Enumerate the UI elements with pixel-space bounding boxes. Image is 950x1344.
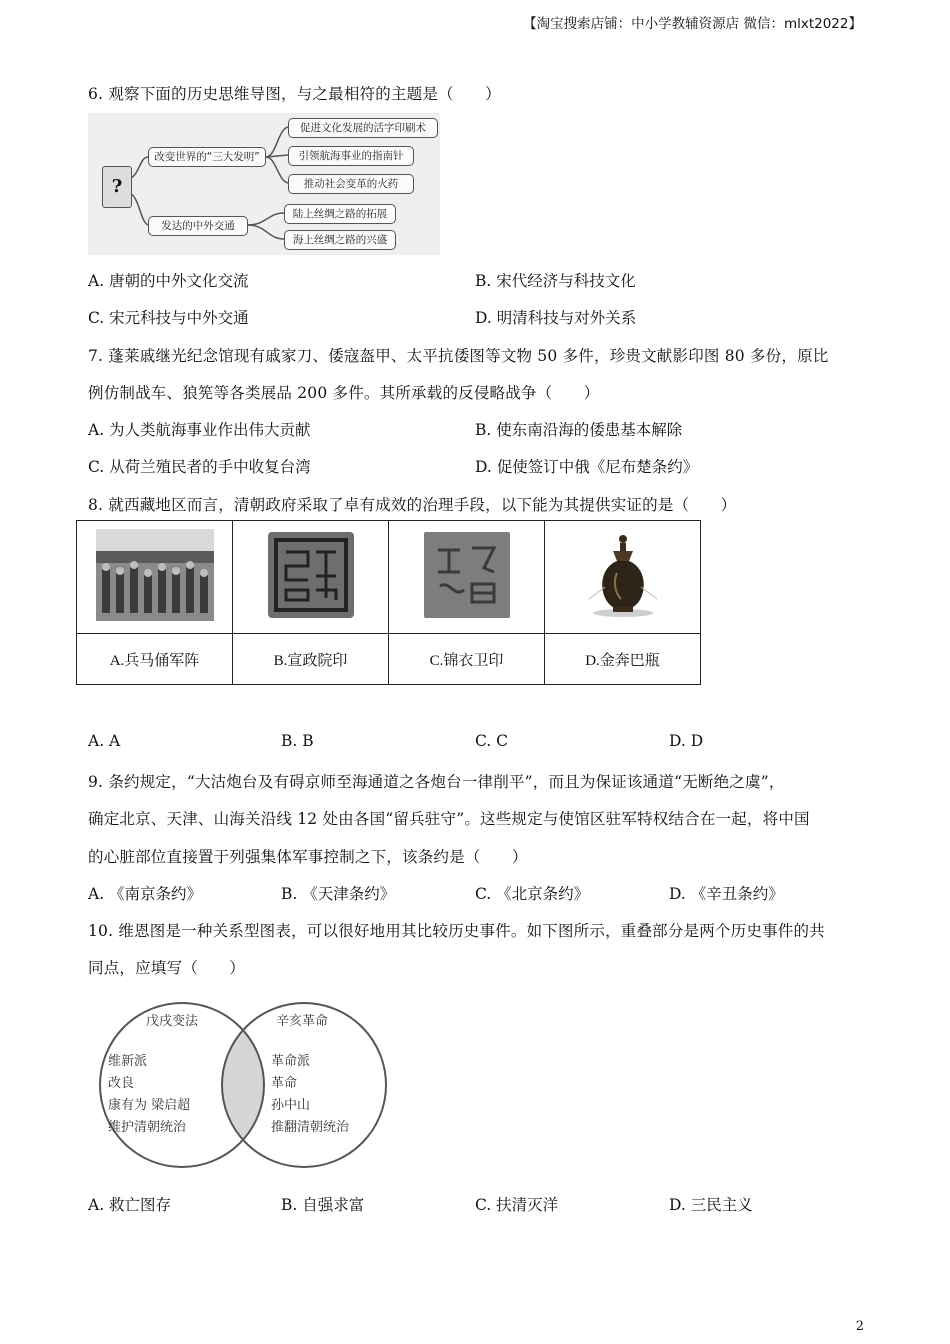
q7-option-b[interactable]: B. 使东南沿海的倭患基本解除 [475,421,683,439]
venn-left-title: 戊戌变法 [146,1014,199,1029]
relic-image-golden-urn [545,521,701,634]
q10-option-c[interactable]: C. 扶清灭洋 [475,1196,559,1214]
mind-map-center: ? [102,166,132,208]
q10-stem-line2: 同点，应填写（ ） [88,959,246,977]
q7-stem-line2: 例仿制战车、狼筅等各类展品 200 多件。其所承载的反侵略战争（ ） [88,384,600,402]
page-header: 【淘宝搜索店铺：中小学教辅资源店 微信：mlxt2022】 [523,16,862,32]
q10-option-a[interactable]: A. 救亡图存 [88,1196,172,1214]
xuanzheng-seal-picture [268,532,354,618]
q10-venn-diagram [98,995,394,1175]
q6-stem: 6. 观察下面的历史思维导图，与之最相符的主题是（ ） [88,85,501,103]
q8-option-d[interactable]: D. D [669,732,704,750]
q8-option-a[interactable]: A. A [88,732,121,750]
q6-option-d[interactable]: D. 明清科技与对外关系 [475,309,637,327]
q8-option-c[interactable]: C. C [475,732,509,750]
venn-right-item: 革命 [271,1076,298,1091]
venn-right-item: 革命派 [271,1054,311,1069]
q6-option-c[interactable]: C. 宋元科技与中外交通 [88,309,249,327]
q7-option-a[interactable]: A. 为人类航海事业作出伟大贡献 [88,421,311,439]
venn-right-item: 推翻清朝统治 [271,1120,350,1135]
venn-left-item: 改良 [108,1076,135,1091]
relic-image-jinyiwei-seal [389,521,545,634]
q9-stem-line1: 9. 条约规定，“大沽炮台及有碍京师至海通道之各炮台一律削平”，而且为保证该通道“无断绝之虞”， [88,773,785,791]
mind-map-branch-inventions: 改变世界的“三大发明” [148,147,266,167]
jinyiwei-seal-picture [424,532,510,618]
venn-circles [98,995,394,1175]
q8-stem: 8. 就西藏地区而言，清朝政府采取了卓有成效的治理手段，以下能为其提供实证的是（ ） [88,496,737,514]
q10-option-b[interactable]: B. 自强求富 [281,1196,365,1214]
venn-right-item: 孙中山 [271,1098,311,1113]
golden-urn-picture [583,529,663,621]
q7-stem-line1: 7. 蓬莱戚继光纪念馆现有戚家刀、倭寇盔甲、太平抗倭图等文物 50 多件，珍贵文献影印图 80 多份，原比 [88,347,829,365]
q6-option-b[interactable]: B. 宋代经济与科技文化 [475,272,636,290]
q10-stem-line1: 10. 维恩图是一种关系型图表，可以很好地用其比较历史事件。如下图所示，重叠部分是两个历史事件的共 [88,922,825,940]
q6-mind-map [88,113,440,255]
mind-map-item-compass: 引领航海事业的指南针 [288,146,414,166]
mind-map-item-sea-silk-road: 海上丝绸之路的兴盛 [284,230,396,250]
q7-option-d[interactable]: D. 促使签订中俄《尼布楚条约》 [475,458,699,476]
mind-map-branch-transport: 发达的中外交通 [148,216,248,236]
mind-map-item-gunpowder: 推动社会变革的火药 [288,174,414,194]
q9-option-c[interactable]: C. 《北京条约》 [475,885,590,903]
relic-label-b: B.宣政院印 [233,634,389,685]
relic-label-a: A.兵马俑军阵 [77,634,233,685]
mind-map-item-land-silk-road: 陆上丝绸之路的拓展 [284,204,396,224]
venn-left-item: 维新派 [108,1054,148,1069]
q8-relic-table [76,520,701,685]
q8-option-b[interactable]: B. B [281,732,314,750]
page-number: 2 [855,1319,864,1334]
venn-left-item: 康有为 梁启超 [108,1098,191,1113]
q10-option-d[interactable]: D. 三民主义 [669,1196,753,1214]
relic-image-terracotta [77,521,233,634]
relic-image-xuanzheng-seal [233,521,389,634]
q9-stem-line2: 确定北京、天津、山海关沿线 12 处由各国“留兵驻守”。这些规定与使馆区驻军特权结合在一起，将中国 [88,810,810,828]
q9-option-a[interactable]: A. 《南京条约》 [88,885,203,903]
q9-option-d[interactable]: D. 《辛丑条约》 [669,885,784,903]
terracotta-army-picture [96,529,214,621]
relic-label-c: C.锦衣卫印 [389,634,545,685]
q6-option-a[interactable]: A. 唐朝的中外文化交流 [88,272,249,290]
q7-option-c[interactable]: C. 从荷兰殖民者的手中收复台湾 [88,458,311,476]
venn-left-item: 维护清朝统治 [108,1120,187,1135]
q9-stem-line3: 的心脏部位直接置于列强集体军事控制之下，该条约是（ ） [88,848,528,866]
q9-option-b[interactable]: B. 《天津条约》 [281,885,396,903]
mind-map-item-printing: 促进文化发展的活字印刷术 [288,118,438,138]
venn-right-title: 辛亥革命 [276,1014,329,1029]
relic-label-d: D.金奔巴瓶 [545,634,701,685]
